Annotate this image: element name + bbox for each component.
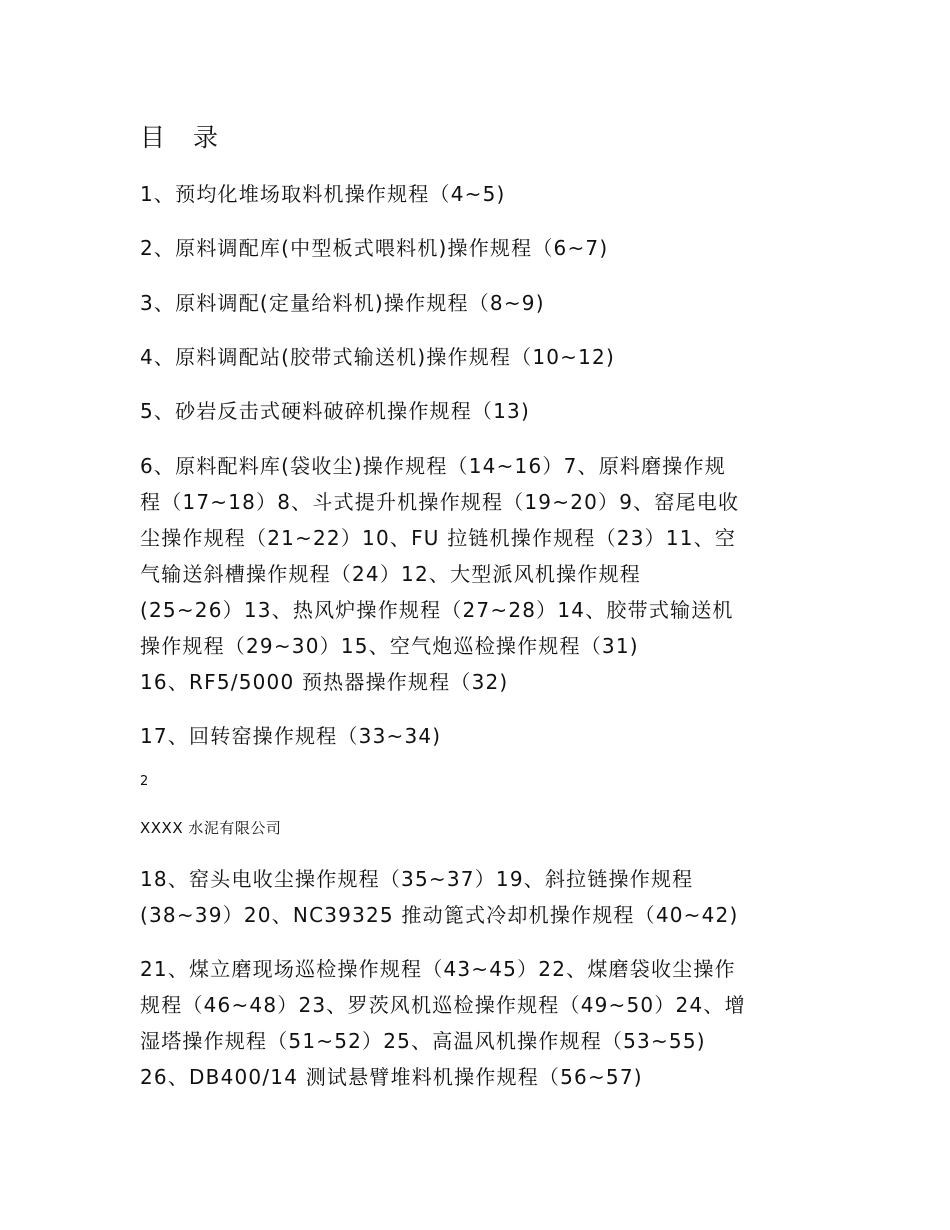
toc-line: 18、窑头电收尘操作规程（35~37）19、斜拉链操作规程	[140, 867, 694, 891]
toc-entry-4: 4、原料调配站(胶带式输送机)操作规程（10~12)	[140, 345, 615, 369]
toc-line: 16、RF5/5000 预热器操作规程（32)	[140, 670, 509, 694]
toc-line: (25~26）13、热风炉操作规程（27~28）14、胶带式输送机	[140, 598, 734, 622]
toc-block-21-26	[140, 951, 810, 1095]
toc-line: 湿塔操作规程（51~52）25、高温风机操作规程（53~55)	[140, 1029, 706, 1053]
toc-line: 操作规程（29~30）15、空气炮巡检操作规程（31)	[140, 634, 639, 658]
toc-entry-1: 1、预均化堆场取料机操作规程（4~5)	[140, 182, 506, 206]
page-number: 2	[140, 774, 149, 789]
toc-line: 规程（46~48）23、罗茨风机巡检操作规程（49~50）24、增	[140, 993, 746, 1017]
toc-line: 气输送斜槽操作规程（24）12、大型派风机操作规程	[140, 562, 641, 586]
toc-line: 程（17~18）8、斗式提升机操作规程（19~20）9、窑尾电收	[140, 490, 740, 514]
toc-entry-3: 3、原料调配(定量给料机)操作规程（8~9)	[140, 291, 545, 315]
toc-line: 21、煤立磨现场巡检操作规程（43~45）22、煤磨袋收尘操作	[140, 957, 736, 981]
toc-title: 目 录	[140, 123, 228, 152]
toc-entry-17: 17、回转窑操作规程（33~34)	[140, 724, 442, 748]
toc-block-6-16	[140, 448, 810, 700]
toc-line: 26、DB400/14 测试悬臂堆料机操作规程（56~57)	[140, 1065, 643, 1089]
toc-line: 尘操作规程（21~22）10、FU 拉链机操作规程（23）11、空	[140, 526, 737, 550]
toc-entry-2: 2、原料调配库(中型板式喂料机)操作规程（6~7)	[140, 236, 609, 260]
toc-block-18-20	[140, 861, 810, 933]
company-name: XXXX 水泥有限公司	[140, 819, 282, 837]
toc-entry-5: 5、砂岩反击式硬料破碎机操作规程（13)	[140, 399, 530, 423]
toc-line: 6、原料配料库(袋收尘)操作规程（14~16）7、原料磨操作规	[140, 454, 726, 478]
toc-line: (38~39）20、NC39325 推动篦式冷却机操作规程（40~42)	[140, 903, 739, 927]
